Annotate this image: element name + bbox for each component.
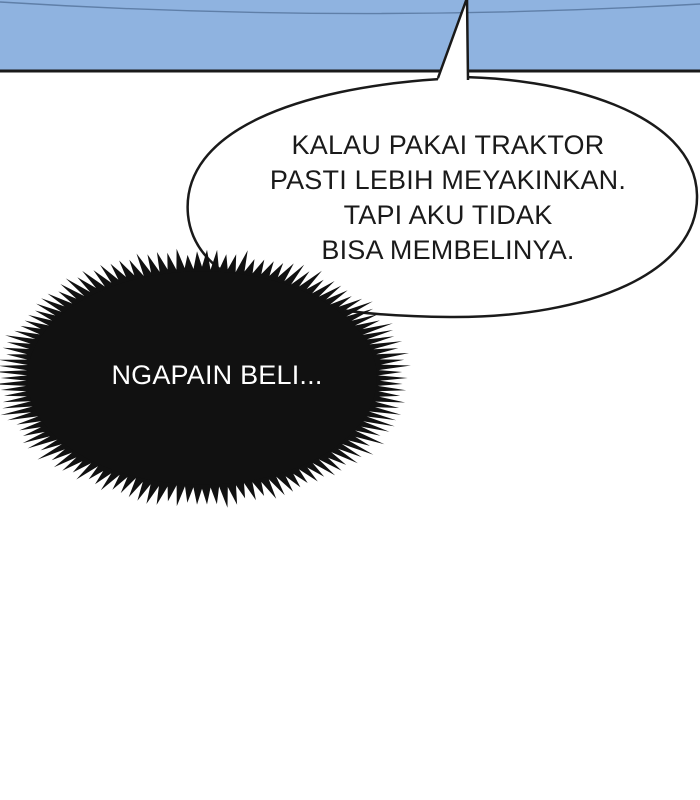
thought-bubble-text: NGAPAIN BELI...	[111, 360, 323, 390]
speech-bubble-text	[233, 128, 663, 268]
speech-line-4: BISA MEMBELINYA.	[321, 235, 575, 265]
speech-line-1: KALAU PAKAI TRAKTOR	[291, 130, 605, 160]
sky-horizon-line	[0, 2, 700, 14]
speech-line-3: TAPI AKU TIDAK	[343, 200, 553, 230]
speech-line-2: PASTI LEBIH MEYAKINKAN.	[269, 165, 627, 195]
